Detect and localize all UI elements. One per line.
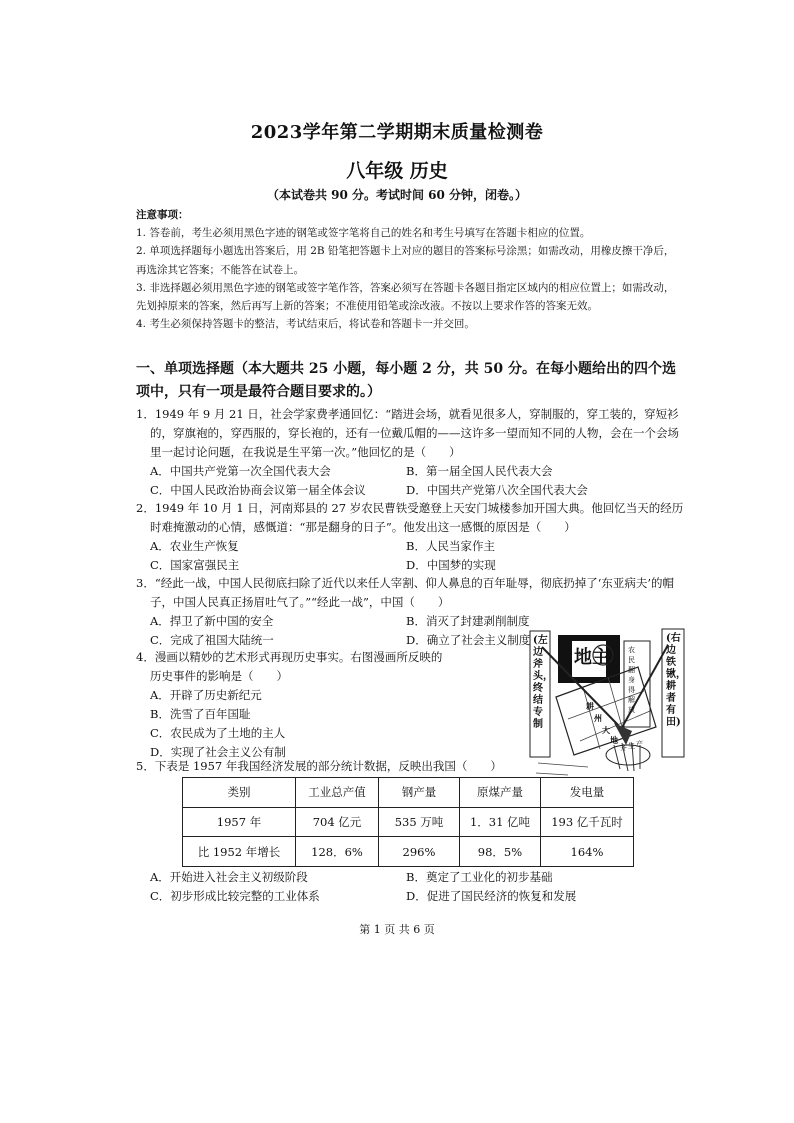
option-row: [136, 868, 684, 887]
option-d: D．中国共产党第八次全国代表大会: [406, 483, 588, 497]
instruction-item: 1. 答卷前，考生必须用黑色字迹的钢笔或签字笔将自己的姓名和考生号填写在答题卡相应的位置。: [136, 227, 591, 240]
table-cell: 704 亿元: [296, 807, 379, 837]
option-a: A．开辟了历史新纪元: [150, 688, 262, 702]
cartoon-right-caption: (右边铁锹，耕者有田): [666, 633, 686, 728]
cartoon-land-char: 齐: [620, 744, 627, 752]
option-d: D．确立了社会主义制度: [406, 633, 531, 647]
cartoon-land-char: 州: [594, 713, 602, 723]
exam-subject: 八年级 历史: [346, 160, 448, 182]
option-b: B．消灭了封建剥削制度: [406, 614, 530, 628]
question-stem: 3．“经此一战，中国人民彻底扫除了近代以来任人宰割、仰人鼻息的百年耻辱，彻底扔掉了‘东亚病夫’的帽子，中国人民真正扬眉吐气了。”“经此一战”，中国（ ）: [136, 576, 675, 609]
question-1: [136, 405, 684, 500]
cartoon-land-char: 地: [610, 735, 618, 745]
option-b: B．洗雪了百年国耻: [150, 707, 251, 721]
option-b: B．人民当家作主: [406, 539, 495, 553]
option-a: A．中国共产党第一次全国代表大会: [150, 464, 331, 478]
table-header-row: [183, 778, 634, 808]
table-cell: 164%: [541, 837, 634, 867]
table-row: [183, 837, 634, 867]
cartoon-land-char: 耕: [586, 701, 594, 711]
table-header: 原煤产量: [460, 778, 541, 808]
instruction-item: 2. 单项选择题每小题选出答案后，用 2B 铅笔把答题卡上对应的题目的答案标号涂黑；如需改动，用橡皮擦干净后，再选涂其它答案；不能答在试卷上。: [136, 245, 675, 276]
question-5-options: [136, 868, 684, 906]
exam-meta: （本试卷共 90 分。考试时间 60 分钟，闭卷。）: [266, 188, 528, 202]
option-b: B．奠定了工业化的初步基础: [406, 870, 553, 884]
table-cell: 比 1952 年增长: [183, 837, 296, 867]
table-cell: 535 万吨: [379, 807, 460, 837]
question-stem: 4．漫画以精妙的艺术形式再现历史事实。右图漫画所反映的历史事件的影响是（ ）: [136, 650, 443, 683]
table-header: 类别: [183, 778, 296, 808]
option-c: C．初步形成比较完整的工业体系: [150, 889, 320, 903]
cartoon-land-char: 生: [628, 742, 635, 750]
option-c: C．完成了祖国大陆统一: [150, 633, 274, 647]
option-row: [136, 462, 684, 481]
option-d: D．中国梦的实现: [406, 558, 496, 572]
table-header: 钢产量: [379, 778, 460, 808]
question-5: [136, 757, 684, 776]
cartoon-left-caption: (左边斧头，终结专制: [533, 635, 553, 730]
table-header: 发电量: [541, 778, 634, 808]
option-row: [136, 481, 684, 500]
option-c: C．国家富强民主: [150, 558, 240, 572]
question-stem: 2．1949 年 10 月 1 日，河南郑县的 27 岁农民曹铁受邀登上天安门城楼参加开国大典。他回忆当天的经历时难掩激动的心情，感慨道：“那是翻身的日子”。他发出这一感慨的原因是（ ）: [136, 501, 684, 534]
question-2: [136, 499, 684, 575]
question-4: [136, 648, 486, 762]
economy-table: [182, 777, 634, 867]
instructions-heading: 注意事项：: [136, 209, 189, 221]
cartoon-land-char: 大: [602, 725, 610, 735]
table-header: 工业总产值: [296, 778, 379, 808]
question-stem: 5．下表是 1957 年我国经济发展的部分统计数据，反映出我国（ ）: [136, 759, 502, 773]
question-stem: 1．1949 年 9 月 21 日，社会学家费孝通回忆：“踏进会场，就看见很多人，穿制服的，穿工装的，穿短衫的，穿旗袍的，穿西服的，穿长袍的，还有一位戴瓜帽的——这许多一望而知不同的人物，会在一个会场里一起讨论问题，在我说是生平第一次。”他回忆的是（ ）: [136, 407, 679, 459]
option-d: D．促进了国民经济的恢复和发展: [406, 889, 577, 903]
cartoon-landlord-text: 地主: [574, 647, 610, 668]
table-cell: 128．6%: [296, 837, 379, 867]
option-row: [136, 556, 684, 575]
table-cell: 193 亿千瓦时: [541, 807, 634, 837]
table-row: [183, 807, 634, 837]
table-cell: 98．5%: [460, 837, 541, 867]
option-c: C．农民成为了土地的主人: [150, 726, 286, 740]
table-cell: 1．31 亿吨: [460, 807, 541, 837]
option-a: A．开始进入社会主义初级阶段: [150, 870, 308, 884]
cartoon-land-char: 产: [636, 740, 643, 748]
option-b: B．第一届全国人民代表大会: [406, 464, 553, 478]
option-row: [136, 537, 684, 556]
instruction-item: 3. 非选择题必须用黑色字迹的钢笔或签字笔作答，答案必须写在答题卡各题目指定区域内的相应位置上；如需改动，先划掉原来的答案，然后再写上新的答案；不准使用铅笔或涂改液。不按以上要求作答的答案无效。: [136, 281, 675, 313]
option-a: A．捍卫了新中国的安全: [150, 614, 274, 628]
table-cell: 296%: [379, 837, 460, 867]
option-row: [136, 887, 684, 906]
instruction-item: 4. 考生必须保持答题卡的整洁，考试结束后，将试卷和答题卡一并交回。: [136, 318, 475, 331]
page-number: 第 1 页 共 6 页: [359, 923, 435, 936]
section-heading: 一、单项选择题（本大题共 25 小题，每小题 2 分，共 50 分。在每小题给出的四个选项中，只有一项是最符合题目要求的。）: [136, 361, 676, 400]
exam-title: 2023学年第二学期期末质量检测卷: [250, 122, 544, 143]
cartoon-banner: 农民翻身得解放: [628, 646, 635, 714]
instructions: [136, 206, 684, 333]
option-d: D．实现了社会主义公有制: [150, 745, 286, 759]
table-cell: 1957 年: [183, 807, 296, 837]
option-c: C．中国人民政治协商会议第一届全体会议: [150, 483, 366, 497]
option-a: A．农业生产恢复: [150, 539, 239, 553]
